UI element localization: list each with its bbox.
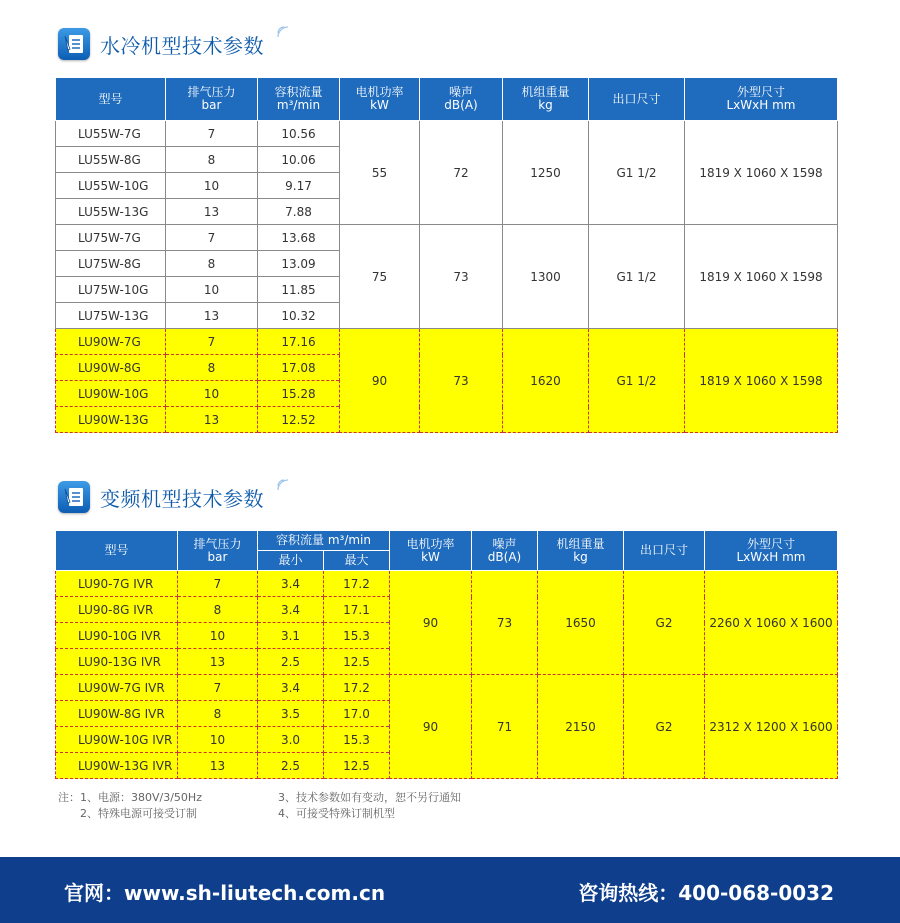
signal-waves-icon xyxy=(276,478,290,492)
cell-size: 2260 X 1060 X 1600 xyxy=(705,571,838,675)
cell-model: LU55W-7G xyxy=(56,121,166,147)
cell-weight: 1300 xyxy=(503,225,589,329)
cell-model: LU90W-8G IVR xyxy=(56,701,178,727)
cell-pressure: 10 xyxy=(166,381,258,407)
cell-size: 2312 X 1200 X 1600 xyxy=(705,675,838,779)
header-noise: 噪声 dB(A) xyxy=(420,78,503,121)
table-header-row xyxy=(56,78,838,121)
cell-model: LU90W-13G xyxy=(56,407,166,433)
footer-bar xyxy=(0,857,900,923)
cell-power: 90 xyxy=(390,675,472,779)
cell-flow-min: 3.0 xyxy=(258,727,324,753)
header-flow: 容积流量 m³/min xyxy=(258,531,390,551)
header-outlet: 出口尺寸 xyxy=(624,531,705,571)
cell-noise: 73 xyxy=(472,571,538,675)
cell-model: LU75W-7G xyxy=(56,225,166,251)
cell-pressure: 7 xyxy=(178,571,258,597)
table-row xyxy=(56,675,838,701)
cell-flow-max: 17.2 xyxy=(324,571,390,597)
cell-weight: 2150 xyxy=(538,675,624,779)
cell-flow: 9.17 xyxy=(258,173,340,199)
section-title-variable-frequency xyxy=(58,480,264,514)
cell-pressure: 8 xyxy=(178,597,258,623)
cell-pressure: 7 xyxy=(178,675,258,701)
cell-size: 1819 X 1060 X 1598 xyxy=(685,329,838,433)
cell-flow: 7.88 xyxy=(258,199,340,225)
website-link[interactable]: 官网：www.sh-liutech.com.cn xyxy=(64,881,386,905)
header-pressure: 排气压力 bar xyxy=(166,78,258,121)
cell-pressure: 10 xyxy=(178,727,258,753)
cell-weight: 1250 xyxy=(503,121,589,225)
cell-model: LU90-13G IVR xyxy=(56,649,178,675)
cell-flow: 12.52 xyxy=(258,407,340,433)
header-model: 型号 xyxy=(56,531,178,571)
cell-model: LU90W-10G IVR xyxy=(56,727,178,753)
cell-flow-max: 12.5 xyxy=(324,649,390,675)
cell-model: LU90-8G IVR xyxy=(56,597,178,623)
cell-pressure: 8 xyxy=(166,251,258,277)
cell-flow-max: 17.2 xyxy=(324,675,390,701)
cell-flow-min: 3.1 xyxy=(258,623,324,649)
header-noise: 噪声 dB(A) xyxy=(472,531,538,571)
cell-model: LU55W-10G xyxy=(56,173,166,199)
cell-pressure: 7 xyxy=(166,121,258,147)
cell-power: 90 xyxy=(390,571,472,675)
header-flow-min: 最小 xyxy=(258,551,324,571)
cell-pressure: 8 xyxy=(166,147,258,173)
header-size: 外型尺寸 LxWxH mm xyxy=(685,78,838,121)
cell-flow-max: 15.3 xyxy=(324,727,390,753)
cell-noise: 72 xyxy=(420,121,503,225)
header-size: 外型尺寸 LxWxH mm xyxy=(705,531,838,571)
header-flow-max: 最大 xyxy=(324,551,390,571)
cell-noise: 71 xyxy=(472,675,538,779)
cell-outlet: G2 xyxy=(624,675,705,779)
cell-flow-max: 17.1 xyxy=(324,597,390,623)
note-2: 2、特殊电源可接受订制 xyxy=(80,807,197,820)
cell-pressure: 13 xyxy=(166,199,258,225)
section-title-water-cooled xyxy=(58,27,264,61)
cell-outlet: G1 1/2 xyxy=(589,225,685,329)
cell-flow: 17.08 xyxy=(258,355,340,381)
cell-flow-min: 3.4 xyxy=(258,571,324,597)
table-row xyxy=(56,329,838,355)
cell-outlet: G2 xyxy=(624,571,705,675)
cell-model: LU90W-7G IVR xyxy=(56,675,178,701)
cell-pressure: 7 xyxy=(166,225,258,251)
cell-power: 90 xyxy=(340,329,420,433)
header-outlet: 出口尺寸 xyxy=(589,78,685,121)
cell-flow: 13.09 xyxy=(258,251,340,277)
cell-flow-min: 2.5 xyxy=(258,649,324,675)
cell-flow: 11.85 xyxy=(258,277,340,303)
cell-flow-min: 3.4 xyxy=(258,675,324,701)
cell-noise: 73 xyxy=(420,329,503,433)
cell-outlet: G1 1/2 xyxy=(589,329,685,433)
cell-flow: 15.28 xyxy=(258,381,340,407)
signal-waves-icon xyxy=(276,25,290,39)
cell-outlet: G1 1/2 xyxy=(589,121,685,225)
cell-pressure: 13 xyxy=(178,753,258,779)
cell-power: 75 xyxy=(340,225,420,329)
cell-flow-min: 3.4 xyxy=(258,597,324,623)
note-1: 注：1、电源：380V/3/50Hz xyxy=(58,791,202,804)
cell-noise: 73 xyxy=(420,225,503,329)
cell-size: 1819 X 1060 X 1598 xyxy=(685,225,838,329)
cell-flow-max: 12.5 xyxy=(324,753,390,779)
cell-pressure: 8 xyxy=(178,701,258,727)
cell-flow-max: 17.0 xyxy=(324,701,390,727)
note-4: 4、可接受特殊订制机型 xyxy=(278,807,395,820)
cell-pressure: 13 xyxy=(166,303,258,329)
spec-sheet-icon xyxy=(58,28,90,60)
header-weight: 机组重量 kg xyxy=(538,531,624,571)
cell-model: LU55W-8G xyxy=(56,147,166,173)
cell-model: LU75W-8G xyxy=(56,251,166,277)
page-title: 水冷机型技术参数 xyxy=(100,33,264,58)
cell-model: LU90W-8G xyxy=(56,355,166,381)
header-flow: 容积流量 m³/min xyxy=(258,78,340,121)
cell-pressure: 13 xyxy=(166,407,258,433)
cell-pressure: 10 xyxy=(178,623,258,649)
cell-pressure: 13 xyxy=(178,649,258,675)
cell-model: LU90W-10G xyxy=(56,381,166,407)
cell-flow: 13.68 xyxy=(258,225,340,251)
header-power: 电机功率 kW xyxy=(340,78,420,121)
cell-pressure: 7 xyxy=(166,329,258,355)
spec-sheet-icon xyxy=(58,481,90,513)
cell-flow: 10.06 xyxy=(258,147,340,173)
cell-model: LU90-7G IVR xyxy=(56,571,178,597)
cell-model: LU55W-13G xyxy=(56,199,166,225)
cell-flow: 17.16 xyxy=(258,329,340,355)
hotline-text: 咨询热线：400-068-0032 xyxy=(578,881,834,905)
cell-model: LU75W-10G xyxy=(56,277,166,303)
cell-size: 1819 X 1060 X 1598 xyxy=(685,121,838,225)
cell-power: 55 xyxy=(340,121,420,225)
cell-pressure: 10 xyxy=(166,277,258,303)
cell-weight: 1650 xyxy=(538,571,624,675)
section-title-text: 变频机型技术参数 xyxy=(100,486,264,511)
note-3: 3、技术参数如有变动，恕不另行通知 xyxy=(278,791,461,804)
table-row xyxy=(56,225,838,251)
cell-pressure: 8 xyxy=(166,355,258,381)
cell-flow: 10.32 xyxy=(258,303,340,329)
cell-flow: 10.56 xyxy=(258,121,340,147)
table-row xyxy=(56,571,838,597)
header-pressure: 排气压力 bar xyxy=(178,531,258,571)
cell-flow-max: 15.3 xyxy=(324,623,390,649)
cell-weight: 1620 xyxy=(503,329,589,433)
cell-pressure: 10 xyxy=(166,173,258,199)
header-power: 电机功率 kW xyxy=(390,531,472,571)
cell-flow-min: 2.5 xyxy=(258,753,324,779)
water-cooled-spec-table xyxy=(55,77,838,433)
variable-frequency-spec-table xyxy=(55,530,838,779)
table-header-row xyxy=(56,531,838,551)
cell-model: LU90W-13G IVR xyxy=(56,753,178,779)
cell-model: LU90-10G IVR xyxy=(56,623,178,649)
header-model: 型号 xyxy=(56,78,166,121)
header-weight: 机组重量 kg xyxy=(503,78,589,121)
cell-model: LU75W-13G xyxy=(56,303,166,329)
table-row xyxy=(56,121,838,147)
cell-model: LU90W-7G xyxy=(56,329,166,355)
cell-flow-min: 3.5 xyxy=(258,701,324,727)
